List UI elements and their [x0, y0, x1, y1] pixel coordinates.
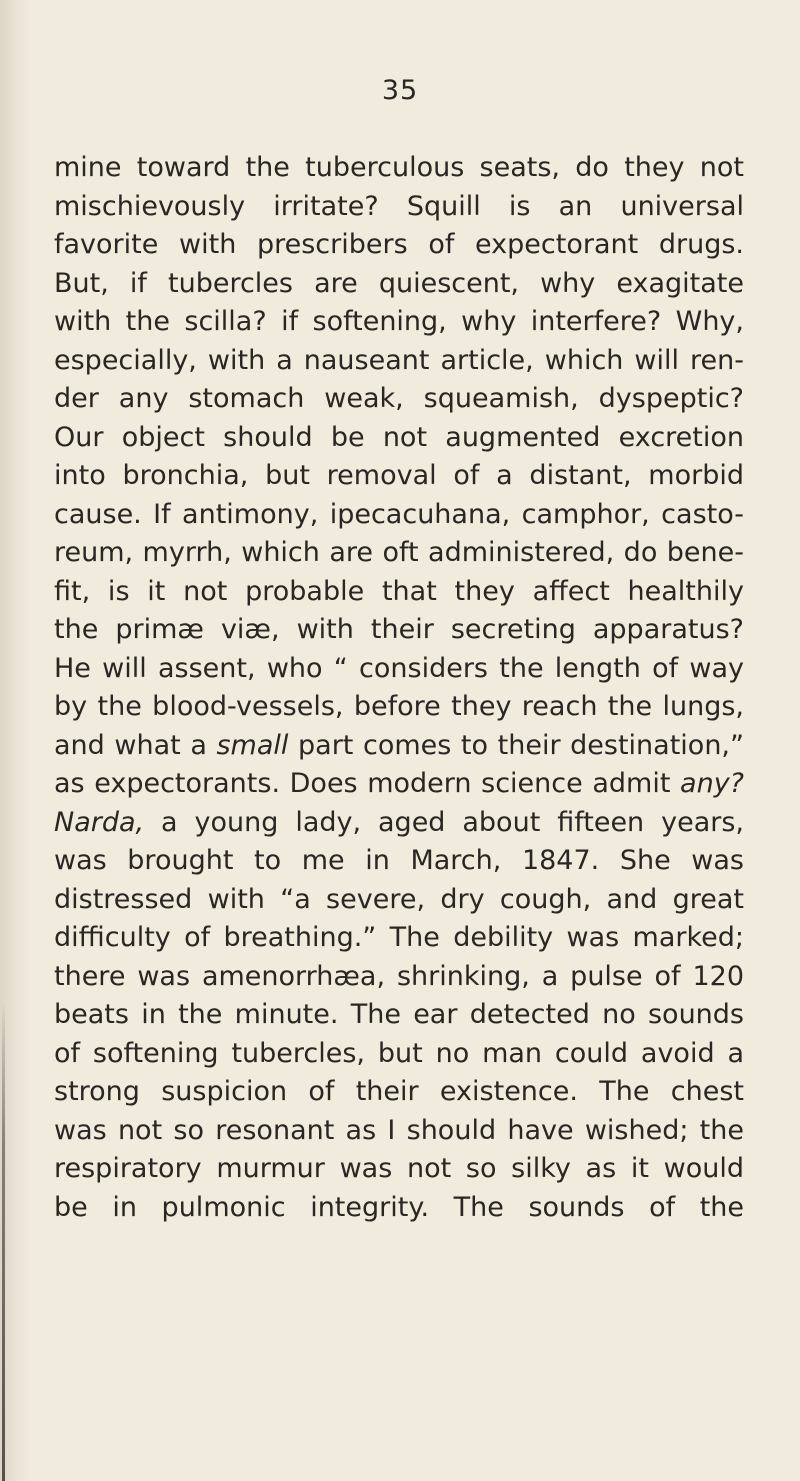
binding-gutter-mark: [2, 1000, 5, 1481]
text-line: as expectorants. Does modern science admit any?: [54, 768, 744, 799]
text-line: and what a small part comes to their destination,”: [54, 729, 745, 761]
text-line: cause. If antimony, ipecacuhana, camphor, casto-: [54, 498, 744, 530]
text-line: was brought to me in March, 1847. She was: [54, 845, 744, 876]
text-line: the primæ viæ, with their secreting apparatus?: [54, 614, 744, 645]
text-line: strong suspicion of their existence. The chest: [54, 1076, 744, 1107]
text-line: Narda, a young lady, aged about fifteen years,: [54, 806, 744, 838]
text-line: But, if tubercles are quiescent, why exagitate: [54, 267, 744, 299]
text-line: was not so resonant as I should have wished; the: [54, 1114, 744, 1146]
body-text: [54, 149, 744, 1227]
text-line: reum, myrrh, which are oft administered, do bene-: [54, 537, 744, 568]
text-line: there was amenorrhæa, shrinking, a pulse of 120: [54, 960, 744, 992]
page-number: 35: [381, 75, 419, 106]
text-line: with the scilla? if softening, why interfere? Why,: [54, 306, 744, 337]
text-line: be in pulmonic integrity. The sounds of the: [54, 1191, 744, 1223]
italic-emphasis: small: [216, 729, 289, 761]
text-line: of softening tubercles, but no man could avoid a: [54, 1037, 744, 1069]
text-line: mine toward the tuberculous seats, do they not: [54, 152, 744, 183]
text-line: into bronchia, but removal of a distant, morbid: [54, 460, 744, 491]
text-line: der any stomach weak, squeamish, dyspeptic?: [54, 383, 744, 414]
text-line: difficulty of breathing.” The debility was marked;: [54, 922, 744, 953]
text-line: Our object should be not augmented excretion: [54, 421, 744, 453]
text-line: especially, with a nauseant article, which will ren-: [54, 344, 744, 376]
italic-case-name: Narda,: [54, 806, 145, 838]
text-line: respiratory murmur was not so silky as it would: [54, 1153, 744, 1184]
text-line: distressed with “a severe, dry cough, and great: [54, 883, 744, 915]
text-line: favorite with prescribers of expectorant drugs.: [54, 229, 744, 260]
text-line: mischievously irritate? Squill is an universal: [54, 190, 744, 222]
text-line: by the blood-vessels, before they reach the lungs,: [54, 691, 744, 722]
italic-emphasis: any?: [680, 768, 744, 799]
text-line: beats in the minute. The ear detected no sounds: [54, 999, 744, 1030]
text-line: He will assent, who “ considers the length of way: [54, 652, 744, 684]
text-line: fit, is it not probable that they affect healthily: [54, 575, 744, 607]
